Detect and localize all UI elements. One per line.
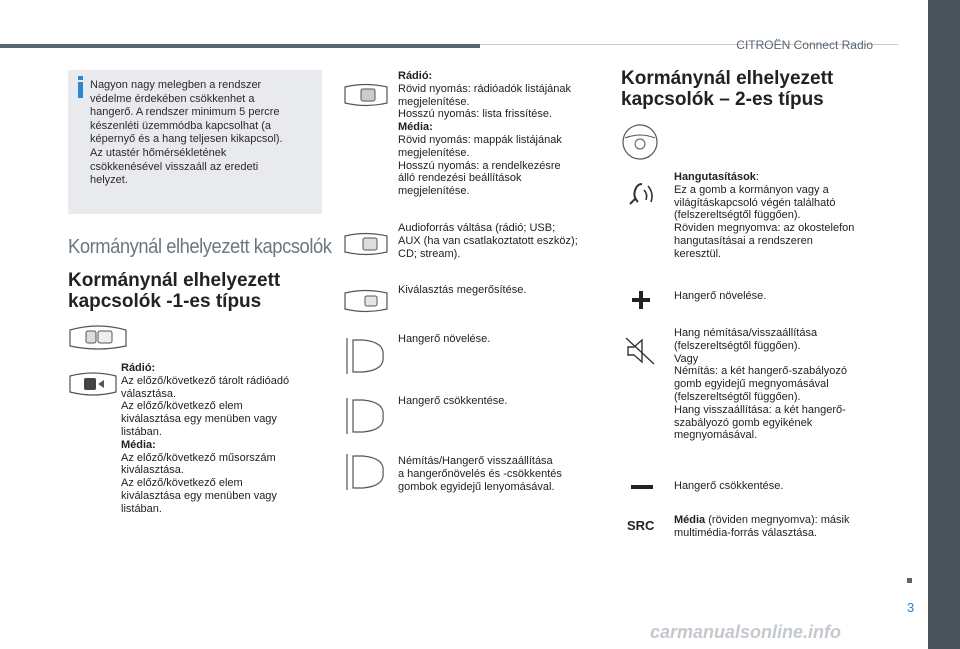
mute-speaker-icon <box>624 336 658 366</box>
src-icon: SRC <box>627 518 655 533</box>
type2-vol-down-text: Hangerő csökkentése. <box>674 480 784 492</box>
col2-mute-text: Némítás/Hangerő visszaállítása a hangerőnövelés és -csökkentés gombok egyidejű lenyomásával. <box>398 455 562 493</box>
steering-wheel-vol-down-icon <box>343 396 387 436</box>
col2-source-text: Audioforrás váltása (rádió; USB; AUX (ha van csatlakoztatott eszköz); CD; stream). <box>398 222 578 260</box>
steering-control-radio-list-icon <box>343 82 389 108</box>
steering-control-overview-icon <box>68 322 128 352</box>
col2-vol-down-text: Hangerő csökkentése. <box>398 395 508 407</box>
page-marker <box>907 578 912 583</box>
info-icon <box>78 82 83 98</box>
type2-voice-text: Hangutasítások: Ez a gomb a kormányon vagy a világításkapcsoló végén található (felszereltségtől függően). Röviden megnyomva: az okostelefon hangutasításai a rendszeren keresztül. <box>674 171 855 260</box>
header-title: CITROËN Connect Radio <box>736 38 873 52</box>
steering-wheel-vol-up-icon <box>343 336 387 376</box>
steering-wheel-mute-icon <box>343 452 387 492</box>
type1-heading: Kormánynál elhelyezett kapcsolók -1-es típus <box>68 270 281 312</box>
info-note <box>68 70 322 214</box>
info-text: Nagyon nagy melegben a rendszer védelme érdekében csökkenhet a hangerő. A rendszer minimum 5 percre készenléti üzemmódba kapcsolhat (a képernyő és a hang teljesen kikapcsol). Az utastér hőmérsékletének csökkenésével visszaáll az eredeti helyzet. <box>90 79 283 187</box>
header-rule-dark <box>0 44 480 48</box>
minus-icon <box>631 484 653 490</box>
steering-control-scroll-icon <box>68 370 118 398</box>
section-title: Kormánynál elhelyezett kapcsolók <box>68 236 332 258</box>
steering-control-confirm-icon <box>343 288 389 314</box>
type2-mute-text: Hang némítása/visszaállítása (felszereltségtől függően). Vagy Némítás: a két hangerő-szabályozó gomb egyidejű megnyomásával (felszereltségtől függően). Hang visszaállítása: a két hangerő- szabályozó gomb egyikének megnyomásával. <box>674 327 848 442</box>
steering-wheel-type2-icon <box>620 122 660 162</box>
page-number: 3 <box>907 600 915 615</box>
col2-radio-media-text: Rádió: Rövid nyomás: rádióadók listájának megjelenítése. Hosszú nyomás: lista frissítése. Média: Rövid nyomás: mappák listájának megjelenítése. Hosszú nyomás: a rendelkezésre álló rendezési beállítások megjelenítése. <box>398 70 572 198</box>
type2-heading: Kormánynál elhelyezett kapcsolók – 2-es típus <box>621 68 834 110</box>
type2-vol-up-text: Hangerő növelése. <box>674 290 767 302</box>
voice-command-icon <box>624 178 658 208</box>
col2-vol-up-text: Hangerő növelése. <box>398 333 491 345</box>
plus-icon <box>631 290 651 310</box>
side-bar <box>928 0 960 649</box>
watermark: carmanualsonline.info <box>650 622 842 642</box>
type1-radio-media-text: Rádió: Az előző/következő tárolt rádióadó választása. Az előző/következő elem kiválasztása egy menüben vagy listában. Média: Az előző/következő műsorszám kiválasztása. Az előző/következő elem kiválasztása egy menüben vagy listában. <box>121 362 290 515</box>
col2-confirm-text: Kiválasztás megerősítése. <box>398 284 527 296</box>
type2-src-text: Média (röviden megnyomva): másik multimédia-forrás választása. <box>674 514 850 539</box>
steering-control-source-icon <box>343 231 389 257</box>
